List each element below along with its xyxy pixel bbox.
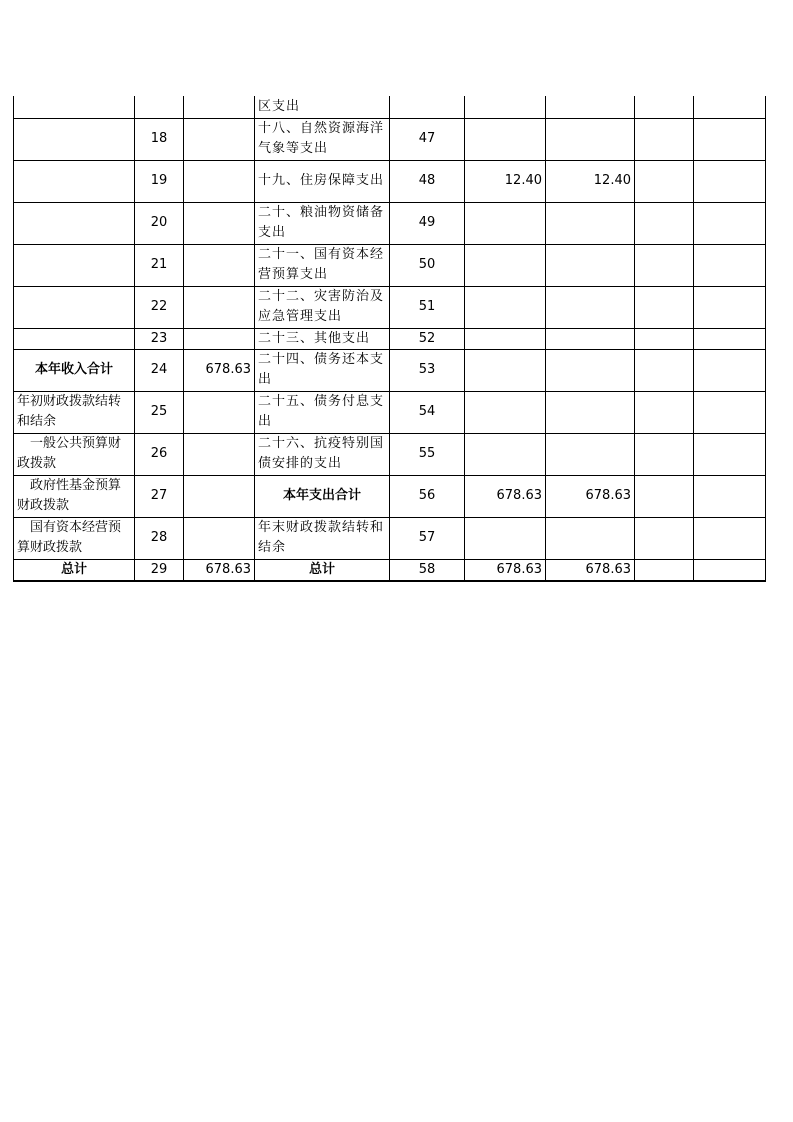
amount-total-cell (465, 286, 546, 328)
income-no-cell: 20 (135, 202, 184, 244)
expense-no-cell (390, 96, 465, 118)
amount-state-cell (694, 391, 766, 433)
income-label-cell: 年初财政拨款结转和结余 (14, 391, 135, 433)
amount-general-cell (546, 96, 635, 118)
amount-state-cell (694, 475, 766, 517)
amount-fund-cell (635, 475, 694, 517)
amount-general-cell: 678.63 (546, 475, 635, 517)
income-amount-cell: 678.63 (184, 559, 255, 581)
amount-state-cell (694, 286, 766, 328)
amount-total-cell (465, 118, 546, 160)
income-label-cell: 国有资本经营预算财政拨款 (14, 517, 135, 559)
income-no-cell: 21 (135, 244, 184, 286)
expense-no-cell: 48 (390, 160, 465, 202)
amount-state-cell (694, 328, 766, 349)
expense-item-cell: 二十三、其他支出 (255, 328, 390, 349)
budget-table (13, 96, 766, 582)
amount-total-cell (465, 349, 546, 391)
amount-total-cell (465, 202, 546, 244)
income-label-cell (14, 160, 135, 202)
amount-fund-cell (635, 517, 694, 559)
amount-fund-cell (635, 328, 694, 349)
amount-state-cell (694, 244, 766, 286)
expense-item-cell: 二十五、债务付息支出 (255, 391, 390, 433)
income-label-cell (14, 118, 135, 160)
amount-fund-cell (635, 433, 694, 475)
income-amount-cell: 678.63 (184, 349, 255, 391)
income-label-cell (14, 328, 135, 349)
expense-item-cell: 十八、自然资源海洋气象等支出 (255, 118, 390, 160)
expense-item-cell: 十九、住房保障支出 (255, 160, 390, 202)
income-no-cell: 25 (135, 391, 184, 433)
amount-state-cell (694, 349, 766, 391)
income-label-cell (14, 202, 135, 244)
table-row (14, 160, 766, 202)
amount-state-cell (694, 96, 766, 118)
income-grand-total-label: 总计 (14, 559, 135, 581)
expense-total-label: 本年支出合计 (255, 475, 390, 517)
table-row (14, 475, 766, 517)
table-row (14, 96, 766, 118)
amount-state-cell (694, 118, 766, 160)
income-amount-cell (184, 517, 255, 559)
expense-item-cell: 二十一、国有资本经营预算支出 (255, 244, 390, 286)
amount-general-cell (546, 286, 635, 328)
expense-no-cell: 57 (390, 517, 465, 559)
income-amount-cell (184, 202, 255, 244)
expense-item-cell: 二十二、灾害防治及应急管理支出 (255, 286, 390, 328)
table-row (14, 328, 766, 349)
expense-no-cell: 55 (390, 433, 465, 475)
amount-fund-cell (635, 244, 694, 286)
income-no-cell: 18 (135, 118, 184, 160)
table-row (14, 118, 766, 160)
amount-fund-cell (635, 559, 694, 581)
income-amount-cell (184, 244, 255, 286)
income-label-cell: 政府性基金预算财政拨款 (14, 475, 135, 517)
expense-item-cell: 二十四、债务还本支出 (255, 349, 390, 391)
amount-state-cell (694, 559, 766, 581)
table-row (14, 349, 766, 391)
amount-state-cell (694, 517, 766, 559)
amount-total-cell (465, 96, 546, 118)
income-no-cell: 23 (135, 328, 184, 349)
expense-item-cell: 二十、粮油物资储备支出 (255, 202, 390, 244)
expense-no-cell: 51 (390, 286, 465, 328)
expense-item-cell: 区支出 (255, 96, 390, 118)
income-amount-cell (184, 160, 255, 202)
expense-no-cell: 58 (390, 559, 465, 581)
expense-grand-total-label: 总计 (255, 559, 390, 581)
amount-total-cell (465, 433, 546, 475)
amount-state-cell (694, 433, 766, 475)
amount-state-cell (694, 202, 766, 244)
amount-total-cell (465, 391, 546, 433)
amount-general-cell: 678.63 (546, 559, 635, 581)
amount-fund-cell (635, 286, 694, 328)
amount-fund-cell (635, 202, 694, 244)
amount-total-cell: 678.63 (465, 559, 546, 581)
table-row (14, 517, 766, 559)
income-no-cell (135, 96, 184, 118)
income-no-cell: 28 (135, 517, 184, 559)
amount-general-cell: 12.40 (546, 160, 635, 202)
amount-state-cell (694, 160, 766, 202)
amount-general-cell (546, 244, 635, 286)
table-row (14, 286, 766, 328)
income-amount-cell (184, 286, 255, 328)
table-row (14, 202, 766, 244)
table-row (14, 559, 766, 581)
income-total-label: 本年收入合计 (14, 349, 135, 391)
table-row (14, 391, 766, 433)
income-amount-cell (184, 328, 255, 349)
amount-fund-cell (635, 349, 694, 391)
amount-total-cell (465, 244, 546, 286)
income-no-cell: 19 (135, 160, 184, 202)
income-amount-cell (184, 475, 255, 517)
income-amount-cell (184, 433, 255, 475)
income-label-cell (14, 244, 135, 286)
income-amount-cell (184, 118, 255, 160)
amount-total-cell: 678.63 (465, 475, 546, 517)
income-no-cell: 27 (135, 475, 184, 517)
expense-item-cell: 二十六、抗疫特别国债安排的支出 (255, 433, 390, 475)
expense-no-cell: 53 (390, 349, 465, 391)
income-label-cell (14, 96, 135, 118)
expense-no-cell: 54 (390, 391, 465, 433)
amount-general-cell (546, 202, 635, 244)
expense-no-cell: 50 (390, 244, 465, 286)
amount-general-cell (546, 391, 635, 433)
expense-no-cell: 47 (390, 118, 465, 160)
amount-total-cell: 12.40 (465, 160, 546, 202)
amount-general-cell (546, 328, 635, 349)
income-no-cell: 22 (135, 286, 184, 328)
amount-general-cell (546, 349, 635, 391)
income-label-cell (14, 286, 135, 328)
amount-general-cell (546, 517, 635, 559)
table-row (14, 244, 766, 286)
amount-fund-cell (635, 118, 694, 160)
income-label-cell: 一般公共预算财政拨款 (14, 433, 135, 475)
expense-no-cell: 56 (390, 475, 465, 517)
amount-general-cell (546, 118, 635, 160)
income-no-cell: 24 (135, 349, 184, 391)
expense-item-cell: 年末财政拨款结转和结余 (255, 517, 390, 559)
amount-general-cell (546, 433, 635, 475)
income-no-cell: 26 (135, 433, 184, 475)
amount-fund-cell (635, 160, 694, 202)
expense-no-cell: 52 (390, 328, 465, 349)
income-amount-cell (184, 391, 255, 433)
income-no-cell: 29 (135, 559, 184, 581)
amount-total-cell (465, 517, 546, 559)
income-amount-cell (184, 96, 255, 118)
expense-no-cell: 49 (390, 202, 465, 244)
amount-fund-cell (635, 391, 694, 433)
amount-total-cell (465, 328, 546, 349)
amount-fund-cell (635, 96, 694, 118)
table-row (14, 433, 766, 475)
